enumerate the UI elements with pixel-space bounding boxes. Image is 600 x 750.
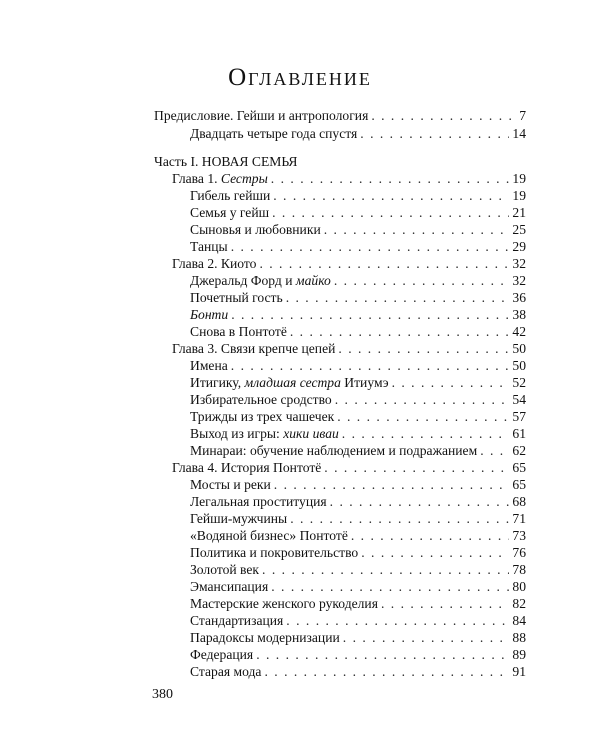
toc-entry [190,510,526,527]
dot-leader [381,595,509,612]
dot-leader [361,544,509,561]
dot-leader [273,187,509,204]
toc-entry-page: 91 [512,664,526,679]
dot-leader [231,238,510,255]
toc-entry-title [190,510,287,527]
toc-entry-title-segment: младшая сестра [244,375,341,390]
toc-entry [190,663,526,680]
toc-entry [190,595,526,612]
toc-entry [190,476,526,493]
dot-leader [392,374,510,391]
toc-entry-title [190,612,283,629]
toc-entry-title-segment: Итигику, [190,375,245,390]
dot-leader [360,125,509,142]
toc-entry-title-segment: «Водяной бизнес» Понтотё [190,528,348,543]
page-number: 380 [152,687,173,702]
toc-entry-page: 65 [512,477,526,492]
toc-entry [190,306,526,323]
toc-entry-title [190,663,261,680]
dot-leader [324,221,510,238]
dot-leader [259,255,509,272]
toc-entry-title [190,578,268,595]
toc-entry-page: 38 [512,307,526,322]
dot-leader [231,306,509,323]
dot-leader [286,289,510,306]
toc-entry-title-segment: Джеральд Форд и [190,273,296,288]
dot-leader [274,476,510,493]
dot-leader [272,204,509,221]
toc-entry-title-segment: Предисловие. Гейши и антропология [154,108,369,123]
dot-leader [371,107,516,124]
toc-entry-title [154,153,298,170]
toc-entry-title-segment: Глава 3. Связи крепче цепей [172,341,336,356]
toc-entry-title-segment: майко [295,273,331,288]
dot-leader [343,629,510,646]
toc-entry-page: 29 [512,239,526,254]
toc-entry [190,374,526,391]
toc-entry [190,221,526,238]
toc-entry-page: 57 [512,409,526,424]
dot-leader [338,340,509,357]
toc-entry-page: 88 [512,630,526,645]
toc-entry-page: 52 [512,375,526,390]
toc-entry-title [190,125,357,142]
toc-entry-title-segment: Бонти [190,307,229,322]
toc-entry-title [190,544,358,561]
toc-entry-title [190,221,321,238]
toc-entry-page: 32 [512,256,526,271]
toc-entry [190,272,526,289]
toc-entry-title-segment: Парадоксы модернизации [190,630,340,645]
toc-entry-title-segment: Минараи: обучение наблюдением и подражанием [190,443,478,458]
toc-entry-title [190,629,340,646]
toc-entry-title [190,357,228,374]
toc-entry-title-segment: Глава 2. Киото [172,256,257,271]
toc-entry-title-segment: Имена [190,358,228,373]
toc-entry [190,561,526,578]
toc-entry-title [172,170,268,187]
toc-entry-title-segment: Избирательное сродство [190,392,332,407]
toc-entry-title-segment: Федерация [190,647,254,662]
toc-entry-title-segment: Глава 1. [172,171,221,186]
toc-entry [190,612,526,629]
toc-entry-title [190,374,389,391]
toc-entry-title-segment: Старая мода [190,664,262,679]
toc-entry-title [190,595,378,612]
toc-entry-title-segment: Эмансипация [190,579,269,594]
dot-leader [262,561,509,578]
toc-entry-title-segment: Снова в Понтотё [190,324,287,339]
toc-entry-title-segment: Почетный гость [190,290,283,305]
toc-entry [154,107,526,124]
toc-entry-title-segment: хики иваи [283,426,339,441]
toc-entry-page: 36 [512,290,526,305]
dot-leader [271,170,510,187]
toc-entry-title-segment: Часть I. НОВАЯ СЕМЬЯ [154,154,298,169]
toc-entry-title [190,272,331,289]
toc-entry-title-segment: Стандартизация [190,613,284,628]
toc-entry [190,408,526,425]
toc-entry [190,323,526,340]
dot-leader [231,357,510,374]
toc-entry-page: 73 [512,528,526,543]
toc-entry [190,289,526,306]
toc-entry-title [190,289,283,306]
dot-leader [290,510,509,527]
toc-entry-title [190,391,332,408]
toc-entry-page: 21 [512,205,526,220]
toc-entry-title-segment: Глава 4. История Понтотё [172,460,322,475]
toc-entry-title [190,527,348,544]
toc-entry [190,493,526,510]
toc-entry-page: 68 [512,494,526,509]
toc-entry-page: 54 [512,392,526,407]
toc-entry [154,153,526,170]
dot-leader [290,323,510,340]
toc-entry-page: 14 [512,126,526,141]
toc-entry-page: 32 [512,273,526,288]
page-title: Оглавление [228,64,372,91]
toc-entry-title-segment: Легальная проституция [190,494,327,509]
toc-entry [190,204,526,221]
toc-entry-page: 50 [512,358,526,373]
toc-entry-title [190,442,477,459]
dot-leader [324,459,509,476]
toc-entry-title-segment: Золотой век [190,562,260,577]
toc-entry [172,340,526,357]
toc-entry-title [190,561,259,578]
toc-entry-title [190,204,269,221]
dot-leader [351,527,510,544]
toc-entry-title-segment: Сестры [220,171,268,186]
dot-leader [271,578,509,595]
toc-entry-title-segment: Гейши-мужчины [190,511,288,526]
toc-entry-title-segment: Двадцать четыре года спустя [190,126,358,141]
dot-leader [480,442,509,459]
toc-entry [190,238,526,255]
toc-entry-page: 7 [519,108,526,123]
dot-leader [330,493,510,510]
toc-entry-title [190,238,228,255]
toc-entry-page: 65 [512,460,526,475]
toc-entry-title [190,408,334,425]
toc-entry-title [190,306,228,323]
toc-entry-title-segment: Танцы [190,239,228,254]
toc-entry [190,187,526,204]
toc-entry-title-segment: Сыновья и любовники [190,222,321,237]
toc-entry-page: 25 [512,222,526,237]
toc-entry-page: 82 [512,596,526,611]
dot-leader [286,612,509,629]
toc-entry [190,578,526,595]
toc-entry-title [172,340,335,357]
toc-entry-page: 19 [512,171,526,186]
toc-entry-title [190,323,287,340]
toc-entry-title-segment: Гибель гейши [190,188,271,203]
toc-entry-title-segment: Итиумэ [340,375,389,390]
toc-entry [172,170,526,187]
toc-entry-page: 84 [512,613,526,628]
toc-entry [172,459,526,476]
toc-entry-title [190,476,271,493]
toc-entry [190,125,526,142]
toc-entry-page: 76 [512,545,526,560]
toc-entry-title [190,493,327,510]
toc-entry [190,391,526,408]
toc-entry-title [190,425,339,442]
dot-leader [335,391,510,408]
toc-entry-title [190,646,253,663]
toc-entry-page: 71 [512,511,526,526]
toc-entry-title-segment: Семья у гейш [190,205,270,220]
toc-entry [190,629,526,646]
dot-leader [337,408,509,425]
toc-entry [190,425,526,442]
toc-entry-page: 78 [512,562,526,577]
toc-entry-page: 42 [512,324,526,339]
toc-entry-title-segment: Мосты и реки [190,477,271,492]
toc-entry-page: 89 [512,647,526,662]
toc-entry [190,646,526,663]
toc-entry-title [172,255,256,272]
toc-entry [190,544,526,561]
toc-entry-title-segment: Политика и покровительство [190,545,359,560]
toc-entry-page: 80 [512,579,526,594]
toc-entry-title-segment: Трижды из трех чашечек [190,409,335,424]
toc-entry-page: 62 [512,443,526,458]
toc-entry-title [190,187,270,204]
dot-leader [334,272,510,289]
toc-entry-page: 61 [512,426,526,441]
toc-entry-page: 19 [512,188,526,203]
dot-leader [264,663,509,680]
toc-entry-title [154,107,368,124]
dot-leader [342,425,510,442]
toc-entry [190,527,526,544]
toc-entry-title-segment: Выход из игры: [190,426,284,441]
toc-entry-title-segment: Мастерские женского рукоделия [190,596,378,611]
dot-leader [256,646,509,663]
toc-entry [190,357,526,374]
toc-entry [172,255,526,272]
toc-entry [190,442,526,459]
toc-entry-page: 50 [512,341,526,356]
toc-entry-title [172,459,321,476]
